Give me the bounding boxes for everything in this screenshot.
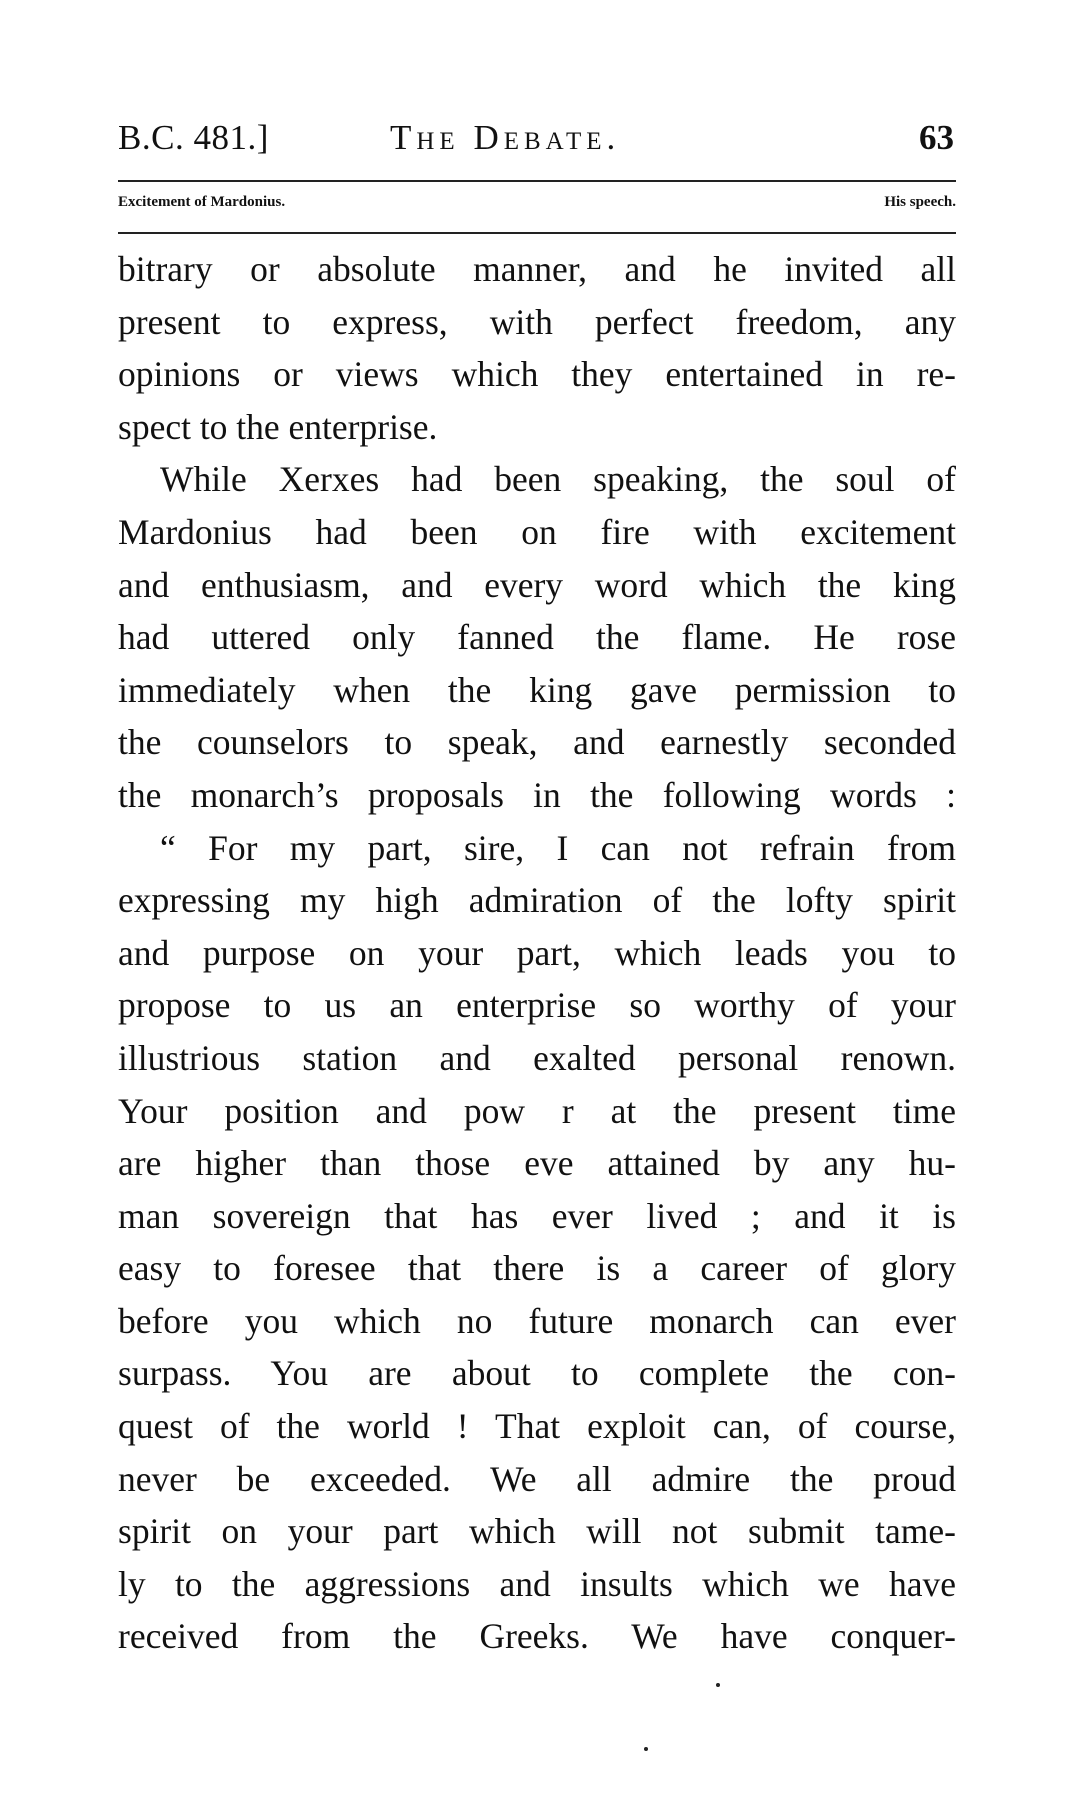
text-line: immediately when the king gave permission to (118, 669, 956, 710)
body-text (118, 243, 956, 1663)
paragraph (118, 822, 956, 1664)
paragraph (118, 453, 956, 821)
text-line: man sovereign that has ever lived ; and it is (118, 1195, 956, 1236)
text-line: surpass. You are about to complete the con- (118, 1353, 956, 1394)
book-page (118, 0, 956, 1796)
text-line: Mardonius had been on fire with excitement (118, 511, 956, 552)
text-line: spirit on your part which will not submit tame- (118, 1511, 956, 1552)
header-date: B.C. 481.] (118, 118, 269, 157)
text-line: had uttered only fanned the flame. He rose (118, 617, 956, 658)
text-line: before you which no future monarch can ever (118, 1300, 956, 1341)
paragraph (118, 243, 956, 453)
chapter-title: The Debate. (390, 118, 621, 157)
text-line: present to express, with perfect freedom, any (118, 301, 956, 342)
text-line: and purpose on your part, which leads you to (118, 932, 956, 973)
header-rule-top (118, 180, 956, 182)
print-speck (716, 1683, 720, 1687)
text-line: received from the Greeks. We have conquer- (118, 1616, 956, 1657)
text-line: opinions or views which they entertained in re- (118, 354, 956, 395)
text-line: easy to foresee that there is a career of glory (118, 1248, 956, 1289)
side-heading-right: His speech. (884, 194, 956, 210)
text-line: propose to us an enterprise so worthy of your (118, 985, 956, 1026)
text-line: never be exceeded. We all admire the proud (118, 1458, 956, 1499)
text-line: are higher than those eve attained by any hu- (118, 1143, 956, 1184)
text-line: ly to the aggressions and insults which we have (118, 1563, 956, 1604)
text-line: While Xerxes had been speaking, the soul of (160, 459, 956, 500)
text-line: illustrious station and exalted personal renown. (118, 1037, 956, 1078)
side-headings (118, 194, 956, 224)
header-rule-bottom (118, 232, 956, 234)
text-line: “ For my part, sire, I can not refrain from (160, 827, 956, 868)
side-heading-left: Excitement of Mardonius. (118, 194, 286, 210)
print-speck (644, 1747, 648, 1751)
text-line: spect to the enterprise. (118, 406, 438, 447)
text-line: quest of the world ! That exploit can, of course, (118, 1406, 956, 1447)
text-line: Your position and pow r at the present time (118, 1090, 956, 1131)
text-line: the counselors to speak, and earnestly seconded (118, 722, 956, 763)
text-line: and enthusiasm, and every word which the king (118, 564, 956, 605)
text-line: bitrary or absolute manner, and he invited all (118, 249, 956, 289)
text-line: expressing my high admiration of the lofty spirit (118, 880, 956, 921)
running-head (118, 118, 956, 166)
text-line: the monarch’s proposals in the following words : (118, 774, 956, 815)
page-number: 63 (919, 118, 954, 157)
